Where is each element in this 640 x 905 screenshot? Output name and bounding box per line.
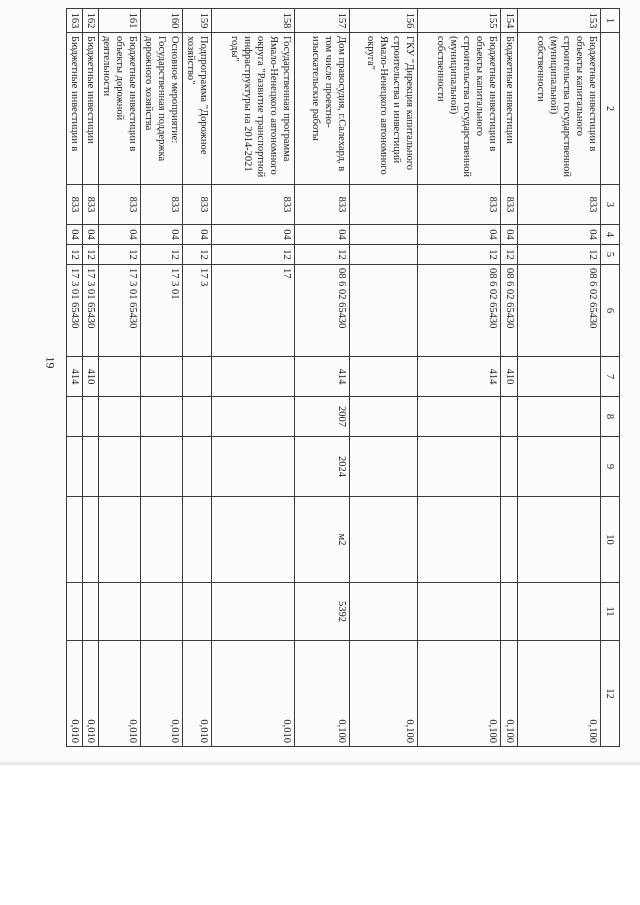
table-cell: 04 [295,225,350,245]
table-cell [141,357,183,397]
table-cell: 08 6 02 65430 [418,265,501,357]
header-row [601,9,620,747]
table-cell [501,583,518,641]
table-cell: 833 [183,185,212,225]
table-cell: м2 [295,497,350,583]
table-cell [141,583,183,641]
header-cell: 5 [601,245,620,265]
table-cell: 04 [418,225,501,245]
table-cell: 833 [501,185,518,225]
table-cell: 0,010 [99,641,141,747]
table-cell [141,437,183,497]
table-cell [83,437,99,497]
table-cell: 17 3 01 65430 [83,265,99,357]
table-cell: 155 [418,9,501,33]
table-cell [212,397,295,437]
table-cell [418,497,501,583]
header-cell: 3 [601,185,620,225]
table-cell: 17 3 01 65430 [67,265,83,357]
table-cell: 2024 [295,437,350,497]
page-number: 19 [43,356,58,369]
table-cell [518,357,601,397]
table-cell: 163 [67,9,83,33]
table-cell: Бюджетные инвестиции [501,33,518,185]
table-cell: 12 [212,245,295,265]
table-cell: 17 [212,265,295,357]
table-cell [67,397,83,437]
table-cell: Подпрограмма "Дорожное хозяйство" [183,33,212,185]
table-cell: 414 [418,357,501,397]
table-cell [183,357,212,397]
table-cell: 158 [212,9,295,33]
table-cell [501,437,518,497]
table-cell [418,397,501,437]
header-cell: 2 [601,33,620,185]
table-cell [99,497,141,583]
table-cell: 17 3 01 [141,265,183,357]
table-cell: Бюджетные инвестиции в объекты капитального строительства государственной (муниципальной) собственности [418,33,501,185]
table-cell [518,437,601,497]
table-cell: 833 [141,185,183,225]
table-cell [350,185,418,225]
table-cell: 833 [83,185,99,225]
table-cell: 04 [141,225,183,245]
table-row [141,9,183,747]
table-cell [67,583,83,641]
table-cell: Основное мероприятие: Государственная поддержка дорожного хозяйства [141,33,183,185]
table-cell [183,583,212,641]
table-cell: 12 [295,245,350,265]
table-cell: 12 [67,245,83,265]
table-cell: 12 [418,245,501,265]
header-cell: 7 [601,357,620,397]
table-cell: 17 3 01 65430 [99,265,141,357]
table-cell: 833 [518,185,601,225]
header-cell: 8 [601,397,620,437]
header-cell: 4 [601,225,620,245]
table-cell [212,497,295,583]
header-cell: 10 [601,497,620,583]
table-cell [212,357,295,397]
table-cell: 410 [501,357,518,397]
table-row [99,9,141,747]
table-cell: ГКУ "Дирекция капитального строительства и инвестиций Ямало-Ненецкого автономного округа" [350,33,418,185]
table-cell: Дом правосудия, г.Салехард, в том числе проектно-изыскательские работы [295,33,350,185]
table-cell [99,583,141,641]
table-cell: 0,100 [518,641,601,747]
table-cell: 17 3 [183,265,212,357]
table-cell: 2007 [295,397,350,437]
table-cell [501,497,518,583]
table-cell: 12 [83,245,99,265]
table-cell [350,397,418,437]
table-cell: Бюджетные инвестиции в [67,33,83,185]
budget-table [66,8,620,747]
table-cell [183,397,212,437]
table-row [518,9,601,747]
table-cell: 12 [183,245,212,265]
table-cell: 833 [295,185,350,225]
table-row [83,9,99,747]
table-cell: 04 [83,225,99,245]
table-cell [67,497,83,583]
table-cell: 0,100 [350,641,418,747]
table-cell: 0,010 [212,641,295,747]
table-cell [83,397,99,437]
table-cell [418,437,501,497]
table-cell: 833 [212,185,295,225]
table-row [67,9,83,747]
table-cell: 0,100 [295,641,350,747]
table-cell [67,437,83,497]
table-cell: 0,100 [501,641,518,747]
table-cell: Бюджетные инвестиции в объекты капитального строительства государственной (муниципальной) собственности [518,33,601,185]
table-cell: 160 [141,9,183,33]
table-cell [141,497,183,583]
table-cell: 154 [501,9,518,33]
table-row [212,9,295,747]
table-cell [350,357,418,397]
header-cell: 9 [601,437,620,497]
table-cell [83,583,99,641]
table-cell [212,583,295,641]
scan-edge [0,762,640,765]
table-cell: 0,010 [67,641,83,747]
table-cell: 833 [67,185,83,225]
table-row [350,9,418,747]
table-cell: 08 6 02 65430 [501,265,518,357]
table-cell: 414 [295,357,350,397]
table-cell [183,437,212,497]
table-cell [183,497,212,583]
table-cell [418,583,501,641]
table-cell: 410 [83,357,99,397]
table-cell [99,437,141,497]
table-cell: Бюджетные инвестиции [83,33,99,185]
table-cell [350,437,418,497]
table-cell: 0,010 [183,641,212,747]
table-cell [141,397,183,437]
table-cell: 12 [99,245,141,265]
table-row [295,9,350,747]
table-cell: 04 [99,225,141,245]
header-cell: 1 [601,9,620,33]
header-cell: 11 [601,583,620,641]
table-cell [350,583,418,641]
table-cell: 04 [212,225,295,245]
table-cell [518,583,601,641]
table-cell: 833 [418,185,501,225]
table-row [418,9,501,747]
table-cell [83,497,99,583]
table-cell: 04 [501,225,518,245]
table-cell: 12 [518,245,601,265]
table-cell: 04 [518,225,601,245]
table-cell: 5392 [295,583,350,641]
table-cell [350,225,418,245]
table-cell [350,497,418,583]
table-cell: 157 [295,9,350,33]
table-cell: 0,010 [141,641,183,747]
table-cell: 414 [67,357,83,397]
table-cell: 159 [183,9,212,33]
table-cell: 156 [350,9,418,33]
table-cell: 161 [99,9,141,33]
table-row [501,9,518,747]
table-viewport [69,8,620,748]
table-cell: 08 6 02 65430 [295,265,350,357]
table-cell [350,265,418,357]
table-cell: 0,100 [418,641,501,747]
header-cell: 6 [601,265,620,357]
table-cell: Бюджетные инвестиции в объекты дорожной деятельности [99,33,141,185]
table-cell: 12 [141,245,183,265]
table-row [183,9,212,747]
table-body [67,9,620,747]
table-cell [212,437,295,497]
table-cell: 04 [183,225,212,245]
table-cell [99,397,141,437]
header-cell: 12 [601,641,620,747]
table-cell: 08 6 02 65430 [518,265,601,357]
table-cell [518,497,601,583]
table-cell [518,397,601,437]
table-cell: Государственная программа Ямало-Ненецкого автономного округа "Развитие транспортной инфраструктуры на 2014-2021 годы" [212,33,295,185]
table-cell [99,357,141,397]
table-cell: 153 [518,9,601,33]
rotated-table-frame [69,8,620,748]
table-cell: 12 [501,245,518,265]
table-cell: 0,010 [83,641,99,747]
table-cell: 162 [83,9,99,33]
table-cell [350,245,418,265]
table-cell: 04 [67,225,83,245]
table-cell: 833 [99,185,141,225]
table-cell [501,397,518,437]
